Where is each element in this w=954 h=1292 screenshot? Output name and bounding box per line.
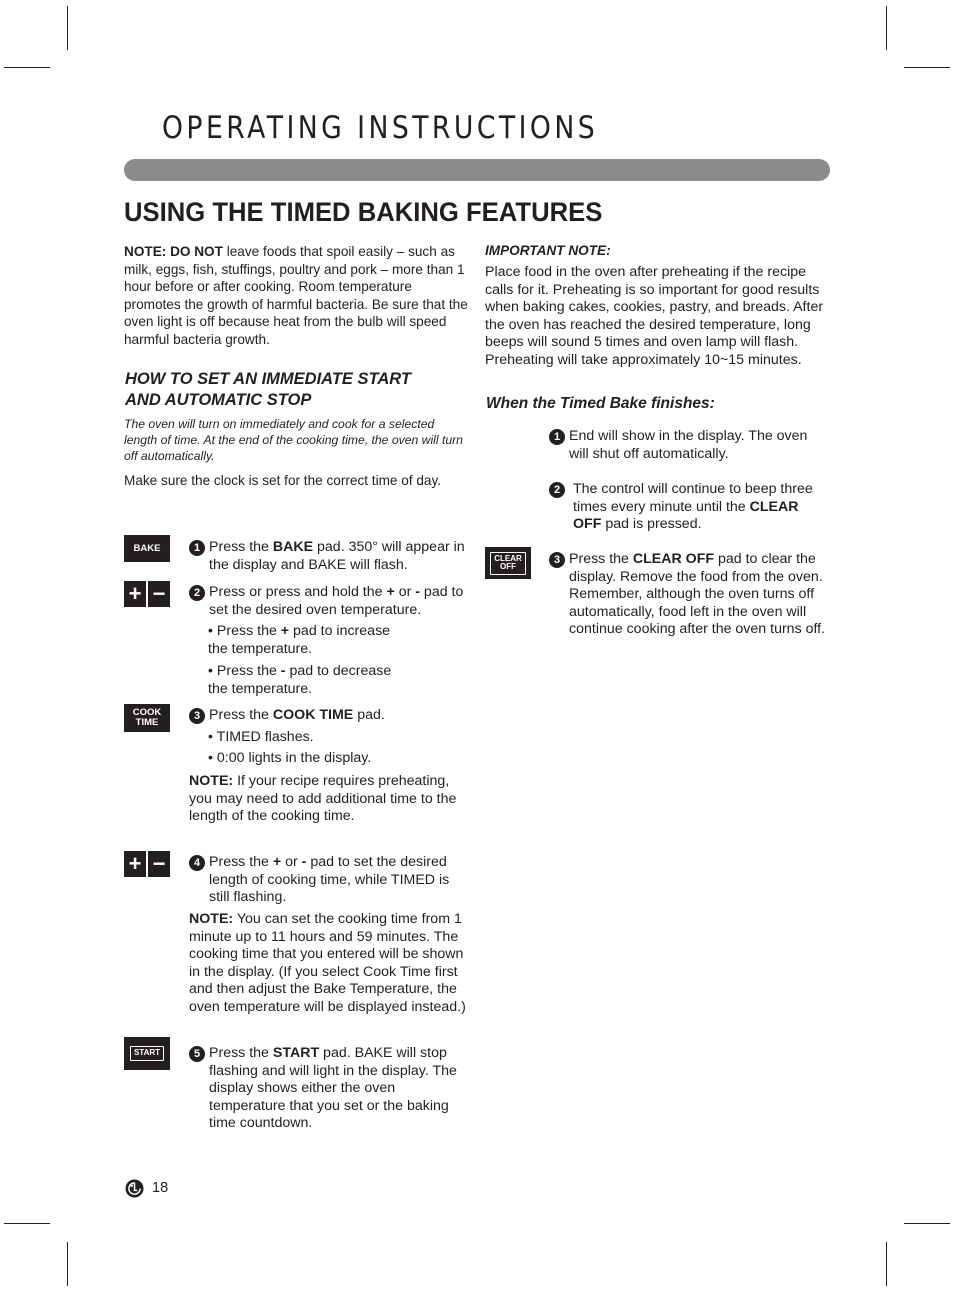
step-text: pad to clear the display. Remove the food from the oven. Remember, although the oven turns off automatically, food left in the oven will continue cooking after the oven turns off.: [569, 551, 826, 638]
step-number-1: 1: [189, 540, 205, 556]
bullet-text: pad to increase the temperature.: [208, 623, 391, 657]
bullet-text: pad to decrease the temperature.: [208, 663, 392, 697]
header-divider-bar: [124, 159, 830, 181]
note-intro: [124, 243, 469, 348]
bullet-key: +: [280, 623, 290, 639]
step-text: Press or press and hold the: [209, 584, 387, 600]
step-text: Press the: [209, 854, 273, 870]
step-text: or: [394, 584, 416, 600]
crop-mark: [886, 1242, 887, 1286]
how-to-heading: [125, 369, 465, 411]
important-note-text: Place food in the oven after preheating if the recipe calls for it. Preheating is so important for good results when baking cakes, cookies, pastry, and breads. After the oven has reached the desired temperature, long beeps will sound 5 times and oven lamp will flash. Preheating will take approximately 10~15 minutes.: [485, 264, 824, 368]
bullet-text: Press the: [216, 623, 281, 639]
step-key: +: [272, 854, 282, 870]
step-number-4: 4: [189, 855, 205, 871]
step-key: BAKE: [272, 539, 314, 555]
step-number-5: 5: [189, 1046, 205, 1062]
bullet-text: 0:00 lights in the display.: [216, 750, 372, 766]
clear-label-line2: OFF: [500, 562, 516, 571]
step-2-bullet-1: • Press the + pad to increase the temperature.: [208, 623, 391, 657]
step-text: pad to set the desired oven temperature.: [209, 584, 464, 618]
finish-step-2-text: [573, 481, 827, 534]
step-text: The control will continue to beep three times every minute until the: [573, 481, 813, 515]
cook-time-label-line2: TIME: [135, 717, 159, 728]
finish-step-3-text: [569, 551, 827, 639]
step-text: Press the: [209, 1045, 273, 1061]
step-3-text: [209, 707, 467, 725]
crop-mark: [904, 67, 950, 68]
how-to-heading-line1: HOW TO SET AN IMMEDIATE START: [125, 370, 411, 388]
step-text: Press the: [209, 707, 273, 723]
step-key: +: [386, 584, 395, 600]
step-key: COOK TIME: [272, 707, 354, 723]
step-2-bullet-2: • Press the - pad to decrease the temperature.: [208, 663, 392, 697]
step-text: Press the: [209, 539, 273, 555]
how-to-heading-line2: AND AUTOMATIC STOP: [125, 391, 312, 409]
clear-label-line1: CLEAR: [494, 553, 522, 563]
step-3-note: [189, 773, 467, 826]
start-pad-icon: [124, 1037, 170, 1070]
clock-instruction: Make sure the clock is set for the correct time of day.: [124, 473, 442, 488]
step-number-3: 3: [189, 708, 205, 724]
step-key: CLEAR OFF: [632, 551, 715, 567]
start-pad-label: START: [130, 1046, 164, 1061]
plus-minus-pad-icon: [124, 851, 170, 877]
step-text: pad. BAKE will stop flashing and will light in the display. The display shows either the oven temperature that you set or the baking time countdown.: [209, 1045, 457, 1132]
crop-mark: [886, 6, 887, 50]
step-text: or: [281, 854, 302, 870]
step-2-text: [209, 584, 467, 619]
note-text: You can set the cooking time from 1 minute up to 11 hours and 59 minutes. The cooking time that you entered will be shown in the display. (If you select Cook Time first and then adjust the Bake Temperature, the oven temperature will be displayed instead.): [189, 911, 466, 1015]
step-key: START: [272, 1045, 320, 1061]
minus-icon: −: [148, 581, 170, 607]
plus-icon: +: [124, 851, 146, 877]
note-label: NOTE:: [189, 773, 234, 789]
bullet-key: -: [280, 663, 286, 679]
step-text: Press the: [569, 551, 633, 567]
page-number: 18: [152, 1180, 169, 1196]
note-text: If your recipe requires preheating, you may need to add additional time to the length of the cooking time.: [189, 773, 457, 825]
note-text: leave foods that spoil easily – such as milk, eggs, fish, stuffings, poultry and pork – more than 1 hour before or after cooking. Room temperature promotes the growth of harmful bacteria. Be sure that the oven light is off because heat from the bulb will speed harmful bacteria growth.: [124, 244, 468, 347]
bullet-text: TIMED flashes.: [216, 729, 314, 745]
crop-mark: [904, 1223, 950, 1224]
step-4-note: [189, 911, 467, 1017]
step-text: pad is pressed.: [601, 516, 702, 533]
crop-mark: [4, 1223, 50, 1224]
cook-time-pad-icon: [124, 704, 170, 732]
cook-time-pad-label: [133, 708, 162, 728]
page-heading: USING THE TIMED BAKING FEATURES: [124, 197, 603, 227]
bake-pad-icon: [124, 535, 170, 562]
step-4-text: [209, 854, 467, 907]
intro-italic: The oven will turn on immediately and cook for a selected length of time. At the end of the cooking time, the oven will turn off automatically.: [124, 417, 463, 463]
step-text: pad to set the desired length of cooking time, while TIMED is still flashing.: [209, 854, 450, 906]
bullet-text: Press the: [216, 663, 281, 679]
minus-icon: −: [148, 851, 170, 877]
step-3-bullet-1: • TIMED flashes.: [208, 729, 314, 745]
step-number-2: 2: [189, 585, 205, 601]
lg-logo-icon: [125, 1179, 144, 1198]
clear-off-pad-icon: [485, 547, 531, 579]
important-note-label: IMPORTANT NOTE:: [485, 243, 611, 258]
finish-step-1-text: End will show in the display. The oven will shut off automatically.: [569, 428, 808, 462]
step-text: pad. 350° will appear in the display and BAKE will flash.: [209, 539, 465, 573]
crop-mark: [4, 67, 50, 68]
step-key: -: [415, 584, 420, 600]
step-key: CLEAR OFF: [573, 498, 799, 533]
plus-icon: +: [124, 581, 146, 607]
step-5-text: [209, 1045, 467, 1133]
plus-minus-pad-icon: [124, 581, 170, 607]
timed-bake-finishes-heading: When the Timed Bake finishes:: [486, 395, 715, 412]
crop-mark: [67, 6, 68, 50]
step-text: pad.: [353, 707, 385, 723]
bake-pad-label: BAKE: [133, 542, 161, 554]
section-title: OPERATING INSTRUCTIONS: [162, 110, 599, 146]
finish-step-number-3: 3: [549, 552, 565, 568]
cook-time-label-line1: COOK: [132, 707, 162, 718]
step-1-text: [209, 539, 467, 574]
step-3-bullet-2: • 0:00 lights in the display.: [208, 750, 372, 766]
crop-mark: [67, 1242, 68, 1286]
step-key: -: [301, 854, 307, 870]
finish-step-number-2: 2: [549, 482, 565, 498]
clear-off-pad-label: [490, 552, 526, 575]
note-label: NOTE: DO NOT: [124, 244, 223, 259]
note-label: NOTE:: [189, 911, 234, 927]
finish-step-number-1: 1: [549, 429, 565, 445]
